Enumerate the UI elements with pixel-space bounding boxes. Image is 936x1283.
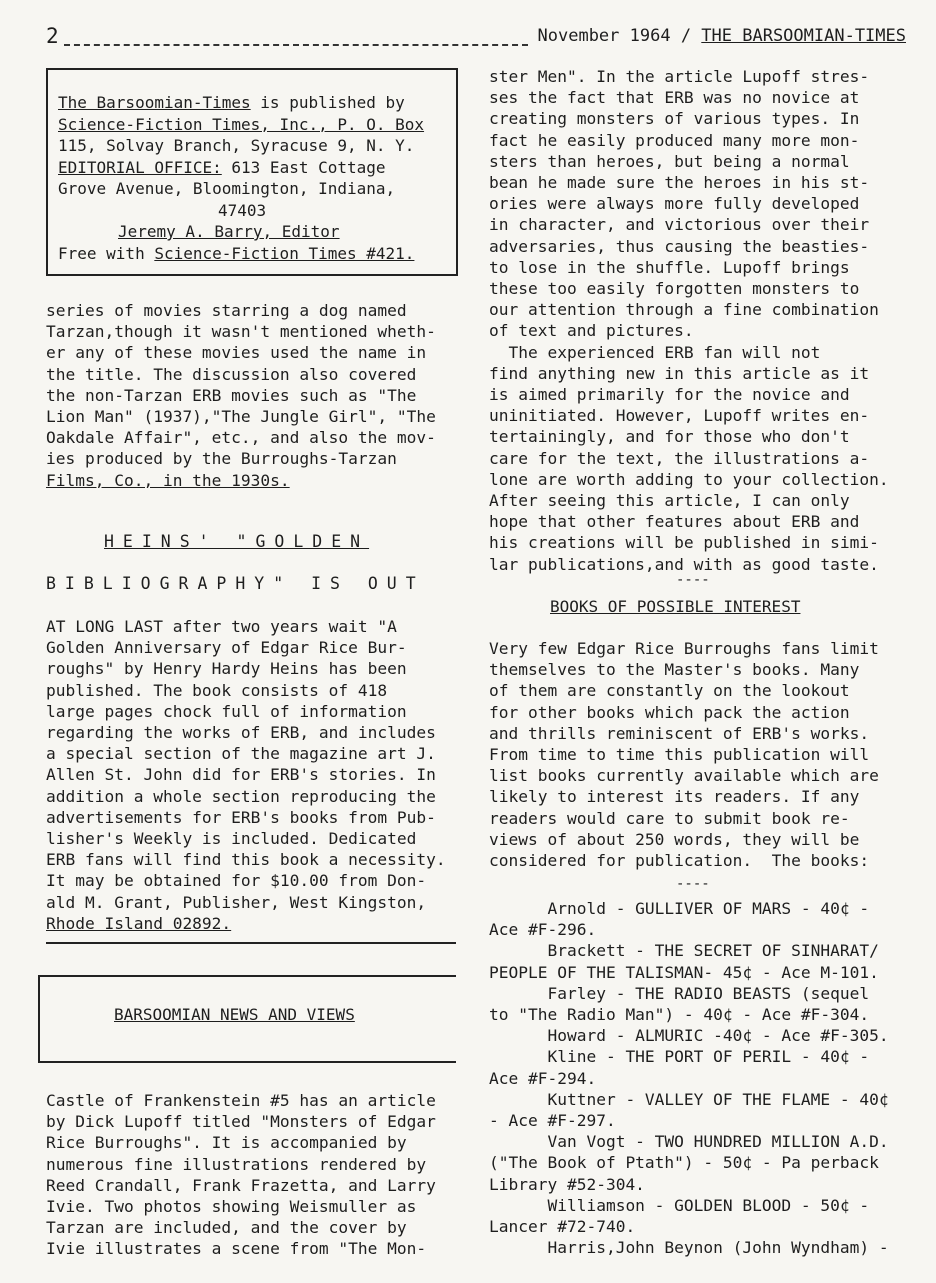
text-line: Golden Anniversary of Edgar Rice Bur-	[46, 638, 407, 658]
text-line: roughs" by Henry Hardy Heins has been	[46, 659, 407, 679]
text-line: of them are constantly on the lookout	[489, 681, 850, 701]
masthead-line	[58, 92, 424, 114]
header-separator: /	[670, 26, 702, 46]
heins-article	[46, 616, 466, 934]
text-line: in character, and victorious over their	[489, 215, 870, 235]
text-line: uninitiated. However, Lupoff writes en-	[489, 406, 870, 426]
masthead-text: is published by	[250, 93, 405, 112]
text-line: advertisements for ERB's books from Pub-	[46, 807, 436, 827]
book-entry: ("The Book of Ptath") - 50¢ - Pa perback	[489, 1153, 879, 1173]
text-line: of text and pictures.	[489, 321, 694, 341]
text-line: Films, Co., in the 1930s.	[46, 470, 290, 490]
text-line: Very few Edgar Rice Burroughs fans limit	[489, 639, 879, 658]
book-entry: to "The Radio Man") - 40¢ - Ace #F-304.	[489, 1005, 870, 1025]
text-line: lisher's Weekly is included. Dedicated	[46, 829, 417, 849]
book-entry: Van Vogt - TWO HUNDRED MILLION A.D.	[489, 1132, 889, 1152]
sft-reference: Science-Fiction Times #421.	[154, 243, 415, 263]
text-line: Ivie. Two photos showing Weismuller as	[46, 1197, 417, 1217]
separator-mark: ----	[676, 876, 710, 892]
text-line: It may be obtained for $10.00 from Don-	[46, 871, 427, 891]
text-line: these too easily forgotten monsters to	[489, 279, 860, 299]
text-line: Oakdale Affair", etc., and also the mov-	[46, 428, 436, 448]
text-line: ald M. Grant, Publisher, West Kingston,	[46, 892, 427, 912]
text-line: views of about 250 words, they will be	[489, 829, 860, 849]
book-entry: Arnold - GULLIVER OF MARS - 40¢ -	[489, 899, 870, 918]
masthead-line: 115, Solvay Branch, Syracuse 9, N. Y.	[58, 136, 415, 155]
text-line: ses the fact that ERB was no novice at	[489, 88, 860, 108]
heins-heading-line2: BIBLIOGRAPHY" IS OUT	[46, 574, 425, 593]
text-line: From time to time this publication will	[489, 745, 870, 765]
separator-mark: ----	[676, 572, 710, 588]
text-line: the non-Tarzan ERB movies such as "The	[46, 385, 417, 405]
text-line: list books currently available which are	[489, 766, 879, 786]
text-line: themselves to the Master's books. Many	[489, 660, 860, 680]
book-entry: - Ace #F-297.	[489, 1111, 616, 1131]
text-line: ERB fans will find this book a necessity.	[46, 850, 446, 870]
text-line: The experienced ERB fan will not	[489, 342, 821, 362]
text-line: numerous fine illustrations rendered by	[46, 1154, 427, 1174]
publication-name: The Barsoomian-Times	[58, 93, 251, 112]
book-entry: Brackett - THE SECRET OF SINHARAT/	[489, 941, 879, 961]
text-line: Rhode Island 02892.	[46, 913, 232, 933]
page-header	[46, 24, 906, 50]
header-title	[538, 26, 906, 46]
book-entry: Harris,John Beynon (John Wyndham) -	[489, 1238, 889, 1258]
masthead-line: 47403	[218, 200, 267, 220]
text-line: er any of these movies used the name in	[46, 343, 427, 363]
text-line: adversaries, thus causing the beasties-	[489, 236, 870, 256]
masthead-box	[46, 68, 458, 276]
text-line: care for the text, the illustrations a-	[489, 448, 870, 468]
text-line: AT LONG LAST after two years wait "A	[46, 617, 397, 636]
text-line: addition a whole section reproducing the	[46, 786, 436, 806]
text-line: sters than heroes, but being a normal	[489, 151, 850, 171]
header-publication: THE BARSOOMIAN-TIMES	[701, 26, 906, 46]
text-line: ories were always more fully developed	[489, 194, 860, 214]
masthead-line	[58, 157, 424, 179]
book-entry: Kline - THE PORT OF PERIL - 40¢ -	[489, 1047, 870, 1067]
book-entry: Farley - THE RADIO BEASTS (sequel	[489, 983, 870, 1003]
text-line: regarding the works of ERB, and includes	[46, 723, 436, 743]
text-line: our attention through a fine combination	[489, 300, 879, 320]
text-line: fact he easily produced many more mon-	[489, 130, 860, 150]
book-entry: Williamson - GOLDEN BLOOD - 50¢ -	[489, 1195, 870, 1215]
text-line: Ivie illustrates a scene from "The Mon-	[46, 1239, 427, 1259]
masthead-line: Grove Avenue, Bloomington, Indiana,	[58, 179, 396, 198]
editorial-office-label: EDITORIAL OFFICE:	[58, 157, 222, 177]
castle-article-continued	[489, 66, 909, 575]
text-line: Tarzan are included, and the cover by	[46, 1218, 407, 1238]
text-line: to lose in the shuffle. Lupoff brings	[489, 257, 850, 277]
text-line: and thrills reminiscent of ERB's works.	[489, 723, 870, 743]
text-line: Castle of Frankenstein #5 has an article	[46, 1091, 436, 1110]
text-line: ster Men". In the article Lupoff stres-	[489, 67, 870, 86]
text-line: likely to interest its readers. If any	[489, 787, 860, 807]
page-number: 2	[46, 24, 59, 48]
text-line: find anything new in this article as it	[489, 363, 870, 383]
text-line: published. The book consists of 418	[46, 680, 388, 700]
text-line: bean he made sure the heroes in his st-	[489, 173, 870, 193]
book-entry: Lancer #72-740.	[489, 1217, 636, 1237]
text-line: is aimed primarily for the novice and	[489, 385, 850, 405]
editor-line: Jeremy A. Barry, Editor	[118, 222, 340, 241]
header-date: November 1964	[537, 26, 671, 46]
text-line: considered for publication. The books:	[489, 851, 870, 871]
news-views-title: BARSOOMIAN NEWS AND VIEWS	[114, 1005, 355, 1024]
news-views-box	[38, 975, 456, 1063]
text-line: Rice Burroughs". It is accompanied by	[46, 1133, 407, 1153]
text-line: lone are worth adding to your collection.	[489, 469, 889, 489]
text-line: for other books which pack the action	[489, 702, 850, 722]
text-line: readers would care to submit book re-	[489, 808, 850, 828]
masthead-text: Free with	[58, 243, 155, 263]
book-entry: Ace #F-296.	[489, 920, 597, 940]
text-line: Tarzan,though it wasn't mentioned wheth-	[46, 322, 436, 342]
books-heading: BOOKS OF POSSIBLE INTEREST	[550, 597, 801, 616]
movies-continued	[46, 300, 466, 491]
section-rule	[46, 942, 456, 944]
text-line: large pages chock full of information	[46, 701, 407, 721]
text-line: Allen St. John did for ERB's stories. In	[46, 765, 436, 785]
books-intro	[489, 638, 909, 871]
masthead-line: Science-Fiction Times, Inc., P. O. Box	[58, 114, 425, 134]
masthead-text: 613 East Cottage	[221, 157, 386, 177]
masthead-line	[58, 243, 424, 265]
header-dash-rule	[64, 44, 528, 46]
text-line: his creations will be published in simi-	[489, 533, 879, 553]
text-line: lar publications,and with as good taste.	[489, 554, 879, 574]
text-line: a special section of the magazine art J.	[46, 744, 436, 764]
text-line: Lion Man" (1937),"The Jungle Girl", "The	[46, 407, 436, 427]
text-line: series of movies starring a dog named	[46, 301, 407, 320]
castle-article	[46, 1090, 466, 1260]
book-entry: Ace #F-294.	[489, 1068, 597, 1088]
text-line: After seeing this article, I can only	[489, 491, 850, 511]
book-entry: Kuttner - VALLEY OF THE FLAME - 40¢	[489, 1089, 889, 1109]
text-line: hope that other features about ERB and	[489, 512, 860, 532]
books-list	[489, 898, 909, 1258]
book-entry: PEOPLE OF THE TALISMAN- 45¢ - Ace M-101.	[489, 962, 879, 982]
text-line: creating monsters of various types. In	[489, 109, 860, 129]
book-entry: Howard - ALMURIC -40¢ - Ace #F-305.	[489, 1026, 889, 1046]
heins-heading-line1: HEINS' "GOLDEN	[104, 532, 370, 551]
text-line: by Dick Lupoff titled "Monsters of Edgar	[46, 1112, 436, 1132]
text-line: ies produced by the Burroughs-Tarzan	[46, 449, 397, 469]
text-line: the title. The discussion also covered	[46, 364, 417, 384]
text-line: tertainingly, and for those who don't	[489, 427, 850, 447]
book-entry: Library #52-304.	[489, 1174, 645, 1194]
text-line: Reed Crandall, Frank Frazetta, and Larry	[46, 1175, 436, 1195]
